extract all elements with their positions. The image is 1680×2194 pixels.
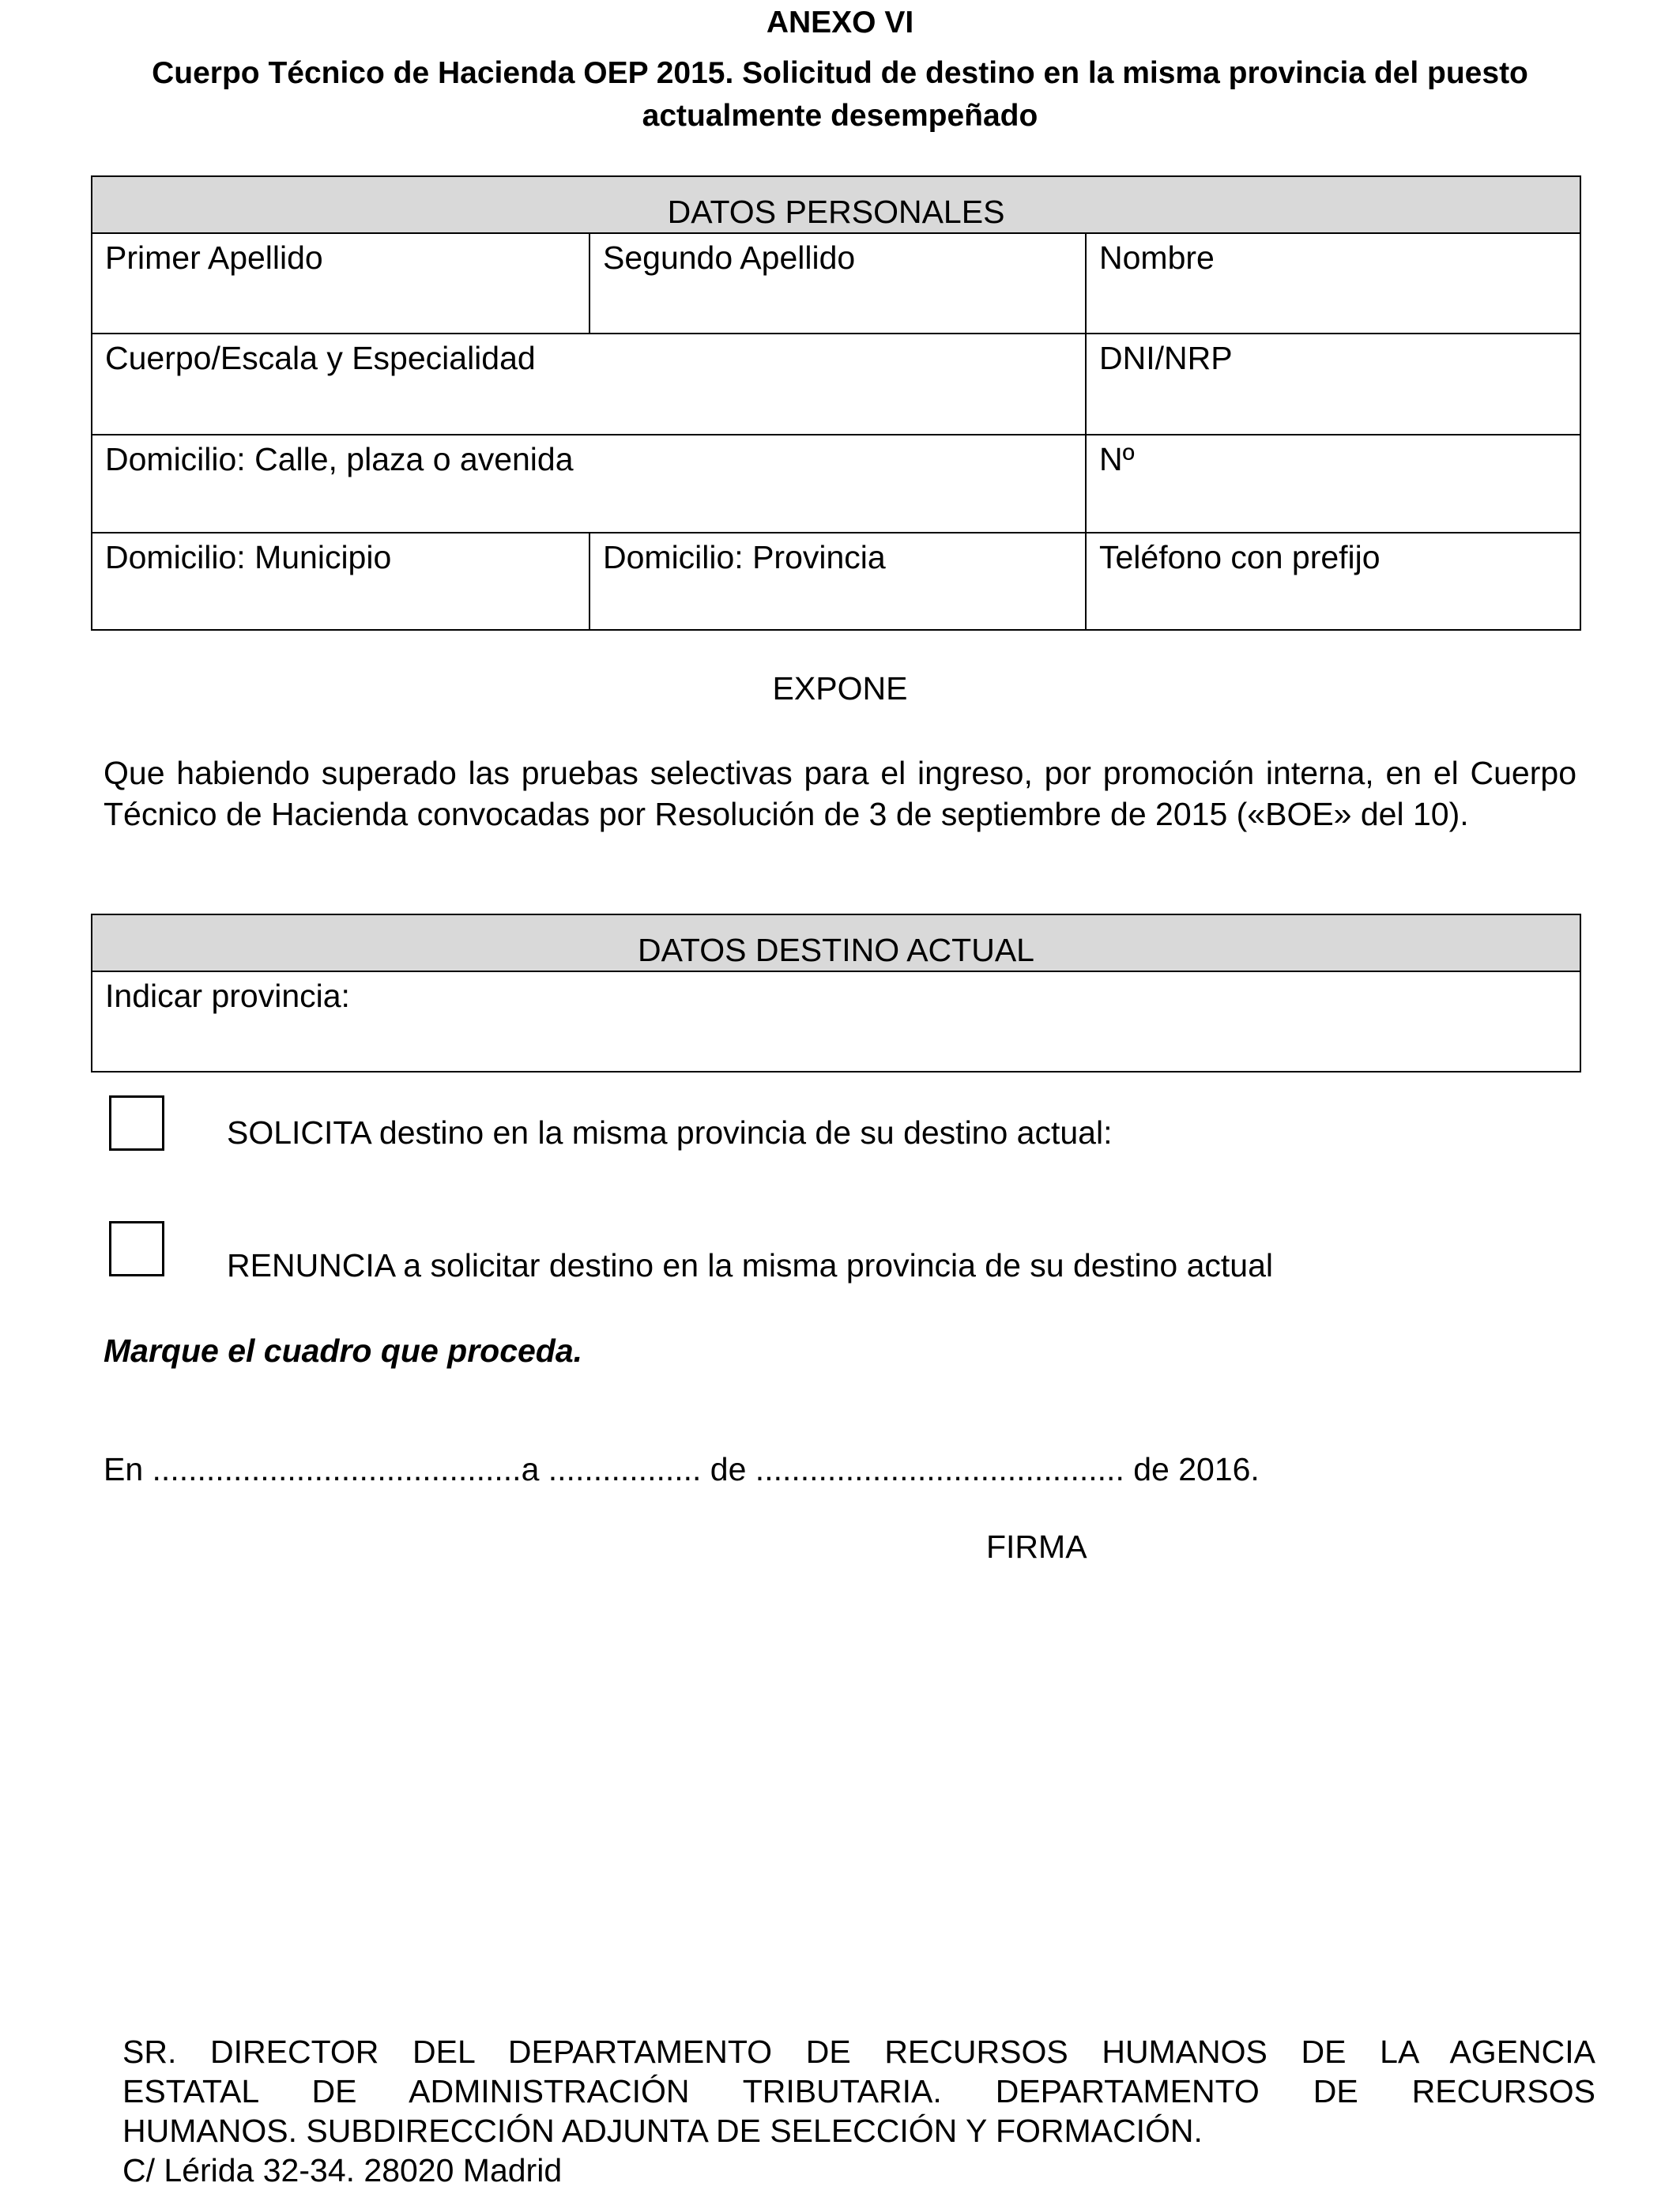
personal-data-table: [91, 175, 1581, 631]
current-destination-header: DATOS DESTINO ACTUAL: [92, 914, 1580, 971]
renuncia-checkbox[interactable]: [109, 1221, 164, 1276]
dni-nrp-field[interactable]: DNI/NRP: [1086, 334, 1580, 435]
nombre-field[interactable]: Nombre: [1086, 233, 1580, 334]
segundo-apellido-field[interactable]: Segundo Apellido: [590, 233, 1086, 334]
addressee-line-2: ESTATAL DE ADMINISTRACIÓN TRIBUTARIA. DEPARTAMENTO DE RECURSOS: [122, 2073, 1595, 2109]
addressee-line-3: HUMANOS. SUBDIRECCIÓN ADJUNTA DE SELECCIÓN Y FORMACIÓN.: [122, 2113, 1203, 2149]
signature-label: FIRMA: [986, 1529, 1087, 1565]
personal-data-header: DATOS PERSONALES: [92, 176, 1580, 233]
indicar-provincia-field[interactable]: Indicar provincia:: [92, 971, 1580, 1072]
annex-title: ANEXO VI: [766, 6, 914, 40]
renuncia-label: RENUNCIA a solicitar destino en la misma provincia de su destino actual: [227, 1247, 1273, 1284]
cuerpo-escala-field[interactable]: Cuerpo/Escala y Especialidad: [92, 334, 1086, 435]
solicita-label: SOLICITA destino en la misma provincia de su destino actual:: [227, 1114, 1113, 1151]
expone-paragraph: Que habiendo superado las pruebas selectivas para el ingreso, por promoción interna, en el Cuerpo Técnico de Hacienda convocadas por Resolución de 3 de septiembre de 2015 («BOE» del 10).: [104, 755, 1576, 832]
domicilio-provincia-field[interactable]: Domicilio: Provincia: [590, 533, 1086, 630]
primer-apellido-field[interactable]: Primer Apellido: [92, 233, 590, 334]
solicita-checkbox[interactable]: [109, 1095, 164, 1151]
expone-heading: EXPONE: [772, 670, 908, 707]
domicilio-municipio-field[interactable]: Domicilio: Municipio: [92, 533, 590, 630]
date-place-line[interactable]: En .........................................a ................. de ......................................... de 2016.: [104, 1451, 1260, 1487]
form-subtitle: Cuerpo Técnico de Hacienda OEP 2015. Solicitud de destino en la misma provincia del puesto actualmente desempeñado: [152, 56, 1528, 133]
instruction-text: Marque el cuadro que proceda.: [104, 1333, 583, 1369]
domicilio-calle-field[interactable]: Domicilio: Calle, plaza o avenida: [92, 435, 1086, 533]
addressee-line-4: C/ Lérida 32-34. 28020 Madrid: [122, 2152, 563, 2188]
current-destination-table: [91, 914, 1581, 1072]
numero-field[interactable]: Nº: [1086, 435, 1580, 533]
telefono-field[interactable]: Teléfono con prefijo: [1086, 533, 1580, 630]
addressee-line-1: SR. DIRECTOR DEL DEPARTAMENTO DE RECURSOS HUMANOS DE LA AGENCIA: [122, 2034, 1595, 2070]
